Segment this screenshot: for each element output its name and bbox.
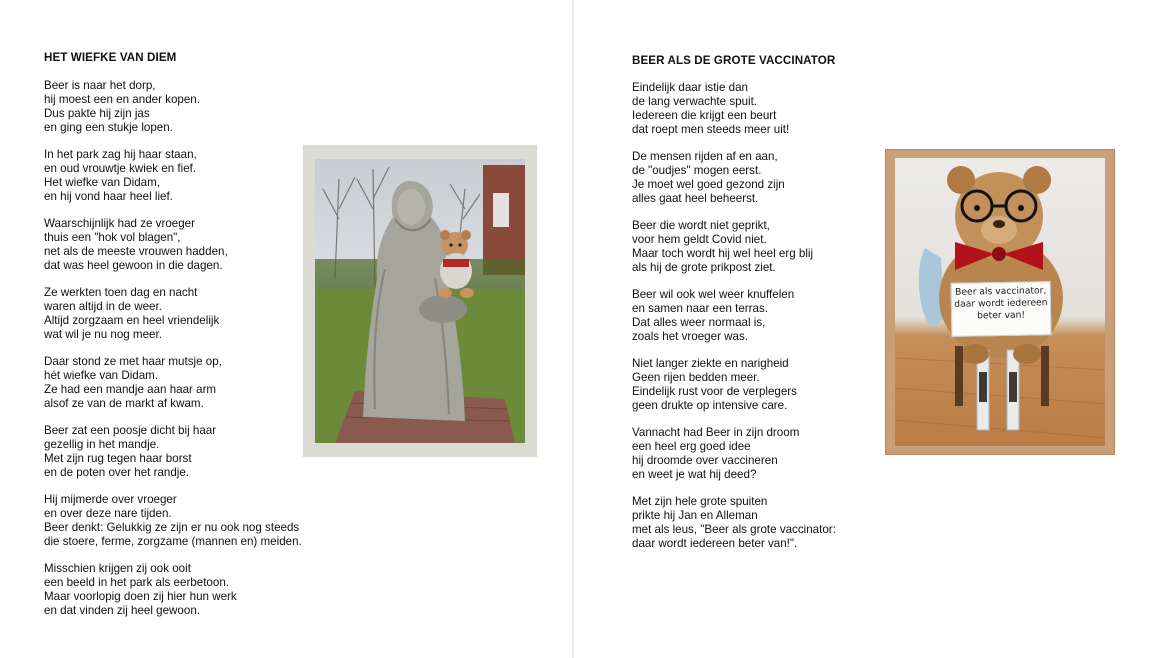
poem-line: Niet langer ziekte en narigheid [632, 357, 789, 370]
poem-stanza [632, 81, 836, 137]
left-poem-title: HET WIEFKE VAN DIEM [44, 51, 177, 64]
sign-line: beter van! [977, 309, 1026, 322]
poem-line: Dus pakte hij zijn jas [44, 107, 150, 120]
poem-stanza [44, 148, 302, 204]
bear-photo-frame [885, 149, 1115, 455]
poem-line: Maar voorlopig doen zij hier hun werk [44, 590, 237, 603]
poem-line: en ging een stukje lopen. [44, 121, 173, 134]
poem-line: hij droomde over vaccineren [632, 454, 778, 467]
poem-line: en weet je wat hij deed? [632, 468, 757, 481]
poem-line: Beer is naar het dorp, [44, 79, 156, 92]
statue-photo-drawing [315, 159, 525, 443]
poem-line: Met zijn hele grote spuiten [632, 495, 768, 508]
poem-line: Eindelijk daar istie dan [632, 81, 749, 94]
poem-line: Waarschijnlijk had ze vroeger [44, 217, 195, 230]
right-poem [632, 81, 836, 564]
poem-line: en hij vond haar heel lief. [44, 190, 173, 203]
poem-line: geen drukte op intensive care. [632, 399, 788, 412]
bear-photo [895, 158, 1105, 446]
poem-line: Beer zat een poosje dicht bij haar [44, 424, 217, 437]
poem-stanza [44, 217, 302, 273]
poem-line: Maar toch wordt hij wel heel erg blij [632, 247, 814, 260]
left-page [0, 0, 572, 658]
poem-line: de "oudjes" mogen eerst. [632, 164, 762, 177]
vaccinator-sign [951, 281, 1052, 337]
poem-line: en de poten over het randje. [44, 466, 190, 479]
poem-stanza [632, 219, 836, 275]
poem-line: In het park zag hij haar staan, [44, 148, 197, 161]
statue-photo [315, 159, 525, 443]
poem-line: dat was heel gewoon in die dagen. [44, 259, 223, 272]
poem-stanza [632, 426, 836, 482]
poem-line: dat roept men steeds meer uit! [632, 123, 790, 136]
poem-line: Beer die wordt niet geprikt, [632, 219, 770, 232]
poem-line: voor hem geldt Covid niet. [632, 233, 767, 246]
poem-line: Het wiefke van Didam, [44, 176, 160, 189]
poem-line: waren altijd in de weer. [44, 300, 162, 313]
poem-line: een beeld in het park als eerbetoon. [44, 576, 229, 589]
right-poem-title: BEER ALS DE GROTE VACCINATOR [632, 54, 836, 67]
poem-stanza [44, 355, 302, 411]
poem-stanza [632, 150, 836, 206]
poem-line: Beer wil ook wel weer knuffelen [632, 288, 795, 301]
statue-photo-frame [303, 145, 537, 457]
poem-line: Altijd zorgzaam en heel vriendelijk [44, 314, 220, 327]
poem-line: zoals het vroeger was. [632, 330, 748, 343]
poem-line: hét wiefke van Didam. [44, 369, 159, 382]
poem-stanza [44, 79, 302, 135]
poem-line: Misschien krijgen zij ook ooit [44, 562, 191, 575]
poem-line: Ze had een mandje aan haar arm [44, 383, 217, 396]
poem-line: Vannacht had Beer in zijn droom [632, 426, 800, 439]
poem-stanza [44, 493, 302, 549]
poem-line: en dat vinden zij heel gewoon. [44, 604, 200, 617]
poem-line: thuis een "hok vol blagen", [44, 231, 181, 244]
poem-line: Met zijn rug tegen haar borst [44, 452, 192, 465]
poem-line: een heel erg goed idee [632, 440, 751, 453]
poem-line: Daar stond ze met haar mutsje op, [44, 355, 222, 368]
poem-line: Eindelijk rust voor de verplegers [632, 385, 797, 398]
poem-line: alles gaat heel beheerst. [632, 192, 759, 205]
poem-line: Je moet wel goed gezond zijn [632, 178, 785, 191]
poem-line: de lang verwachte spuit. [632, 95, 758, 108]
poem-stanza [632, 357, 836, 413]
poem-line: met als leus, "Beer als grote vaccinator: [632, 523, 836, 536]
poem-line: Geen rijen bedden meer. [632, 371, 760, 384]
poem-line: Iedereen die krijgt een beurt [632, 109, 777, 122]
poem-stanza [44, 424, 302, 480]
poem-line: Hij mijmerde over vroeger [44, 493, 177, 506]
poem-line: prikte hij Jan en Alleman [632, 509, 758, 522]
poem-line: Dat alles weer normaal is, [632, 316, 766, 329]
left-poem [44, 79, 302, 631]
poem-line: De mensen rijden af en aan, [632, 150, 778, 163]
poem-line: hij moest een en ander kopen. [44, 93, 200, 106]
poem-line: en samen naar een terras. [632, 302, 768, 315]
poem-stanza [44, 286, 302, 342]
poem-line: die stoere, ferme, zorgzame (mannen en) meiden. [44, 535, 302, 548]
poem-line: net als de meeste vrouwen hadden, [44, 245, 228, 258]
poem-line: daar wordt iedereen beter van!". [632, 537, 798, 550]
sign-line: daar wordt iedereen [954, 297, 1048, 310]
poem-line: gezellig in het mandje. [44, 438, 160, 451]
poem-line: wat wil je nu nog meer. [44, 328, 162, 341]
sign-line: Beer als vaccinator, [954, 285, 1047, 298]
poem-line: en oud vrouwtje kwiek en fief. [44, 162, 197, 175]
poem-line: alsof ze van de markt af kwam. [44, 397, 204, 410]
poem-line: en over deze nare tijden. [44, 507, 172, 520]
poem-stanza [632, 288, 836, 344]
poem-stanza [632, 495, 836, 551]
poem-stanza [44, 562, 302, 618]
poem-line: Beer denkt: Gelukkig ze zijn er nu ook nog steeds [44, 521, 300, 534]
poem-line: als hij de grote prikpost ziet. [632, 261, 776, 274]
poem-line: Ze werkten toen dag en nacht [44, 286, 198, 299]
